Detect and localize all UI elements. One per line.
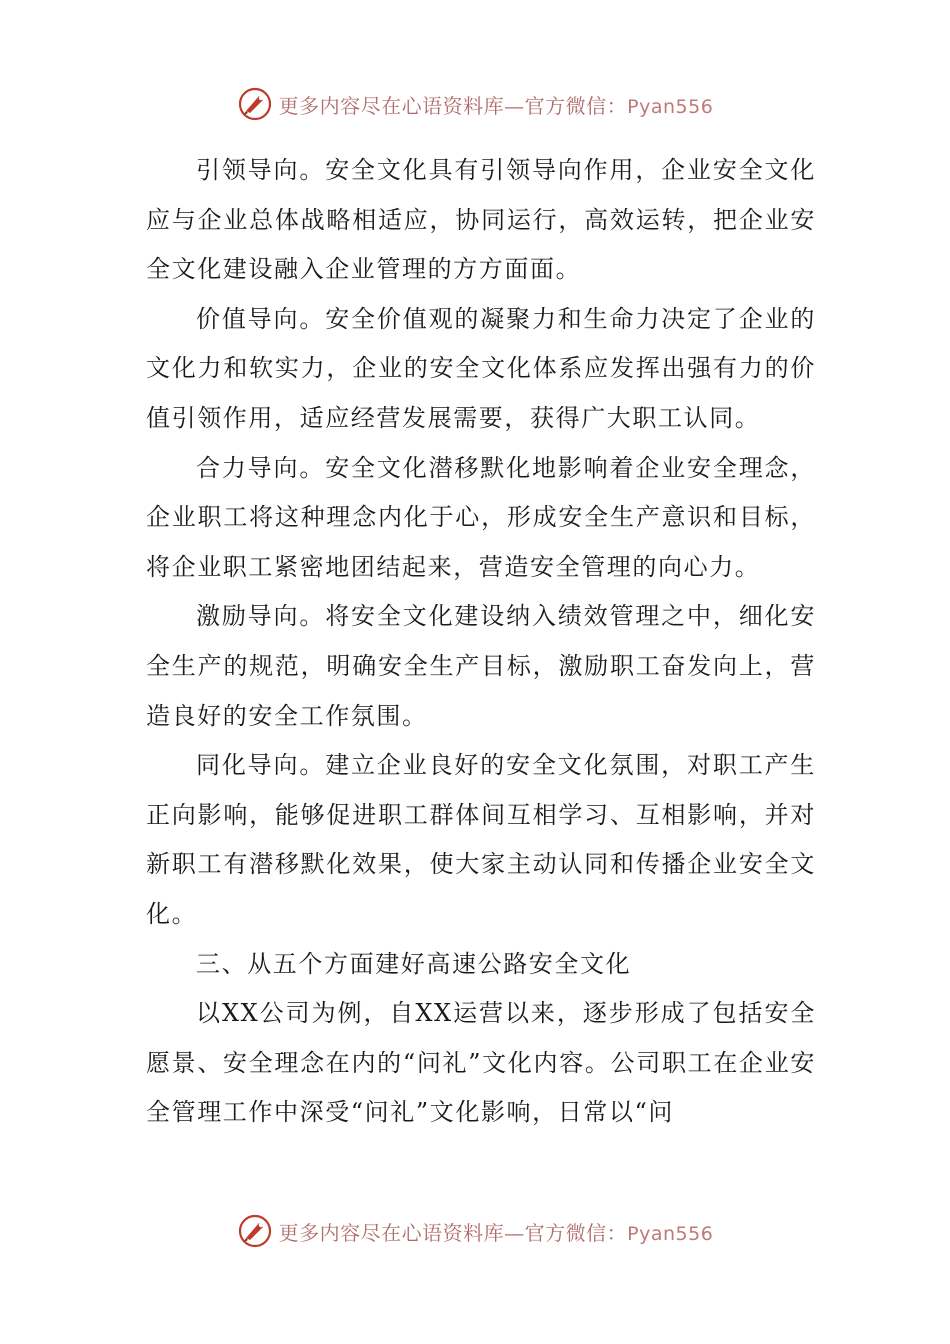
pen-nib-circle-logo-icon bbox=[237, 1213, 273, 1249]
paragraph: 价值导向。安全价值观的凝聚力和生命力决定了企业的文化力和软实力，企业的安全文化体系应发挥出强有力的价值引领作用，适应经营发展需要，获得广大职工认同。 bbox=[146, 304, 816, 432]
document-body bbox=[146, 146, 816, 1138]
dash: — bbox=[504, 1220, 525, 1245]
footer-banner bbox=[0, 1209, 950, 1253]
paragraph: 引领导向。安全文化具有引领导向作用，企业安全文化应与企业总体战略相适应，协同运行，高效运转，把企业安全文化建设融入企业管理的方方面面。 bbox=[146, 156, 816, 284]
paragraph: 激励导向。将安全文化建设纳入绩效管理之中，细化安全生产的规范，明确安全生产目标，激励职工奋发向上，营造良好的安全工作氛围。 bbox=[146, 602, 816, 730]
wechat-id: Pyan556 bbox=[627, 95, 714, 118]
pen-nib-circle-logo-icon bbox=[237, 86, 273, 122]
site-text: 更多内容尽在心语资料库 bbox=[278, 93, 505, 118]
dash: — bbox=[504, 93, 525, 118]
header-banner bbox=[0, 82, 950, 126]
section-heading: 三、从五个方面建好高速公路安全文化 bbox=[196, 949, 632, 978]
paragraph: 合力导向。安全文化潜移默化地影响着企业安全理念，企业职工将这种理念内化于心，形成安全生产意识和目标，将企业职工紧密地团结起来，营造安全管理的向心力。 bbox=[146, 453, 816, 581]
wechat-id: Pyan556 bbox=[627, 1222, 714, 1245]
paragraph: 以XX公司为例，自XX运营以来，逐步形成了包括安全愿景、安全理念在内的“问礼”文化内容。公司职工在企业安全管理工作中深受“问礼”文化影响，日常以“问 bbox=[146, 999, 816, 1127]
wechat-label: 官方微信： bbox=[524, 93, 628, 118]
wechat-label: 官方微信： bbox=[524, 1220, 628, 1245]
site-text: 更多内容尽在心语资料库 bbox=[278, 1220, 505, 1245]
banner-text bbox=[279, 1217, 714, 1246]
banner-text bbox=[279, 90, 714, 119]
paragraph: 同化导向。建立企业良好的安全文化氛围，对职工产生正向影响，能够促进职工群体间互相学习、互相影响，并对新职工有潜移默化效果，使大家主动认同和传播企业安全文化。 bbox=[146, 751, 816, 928]
